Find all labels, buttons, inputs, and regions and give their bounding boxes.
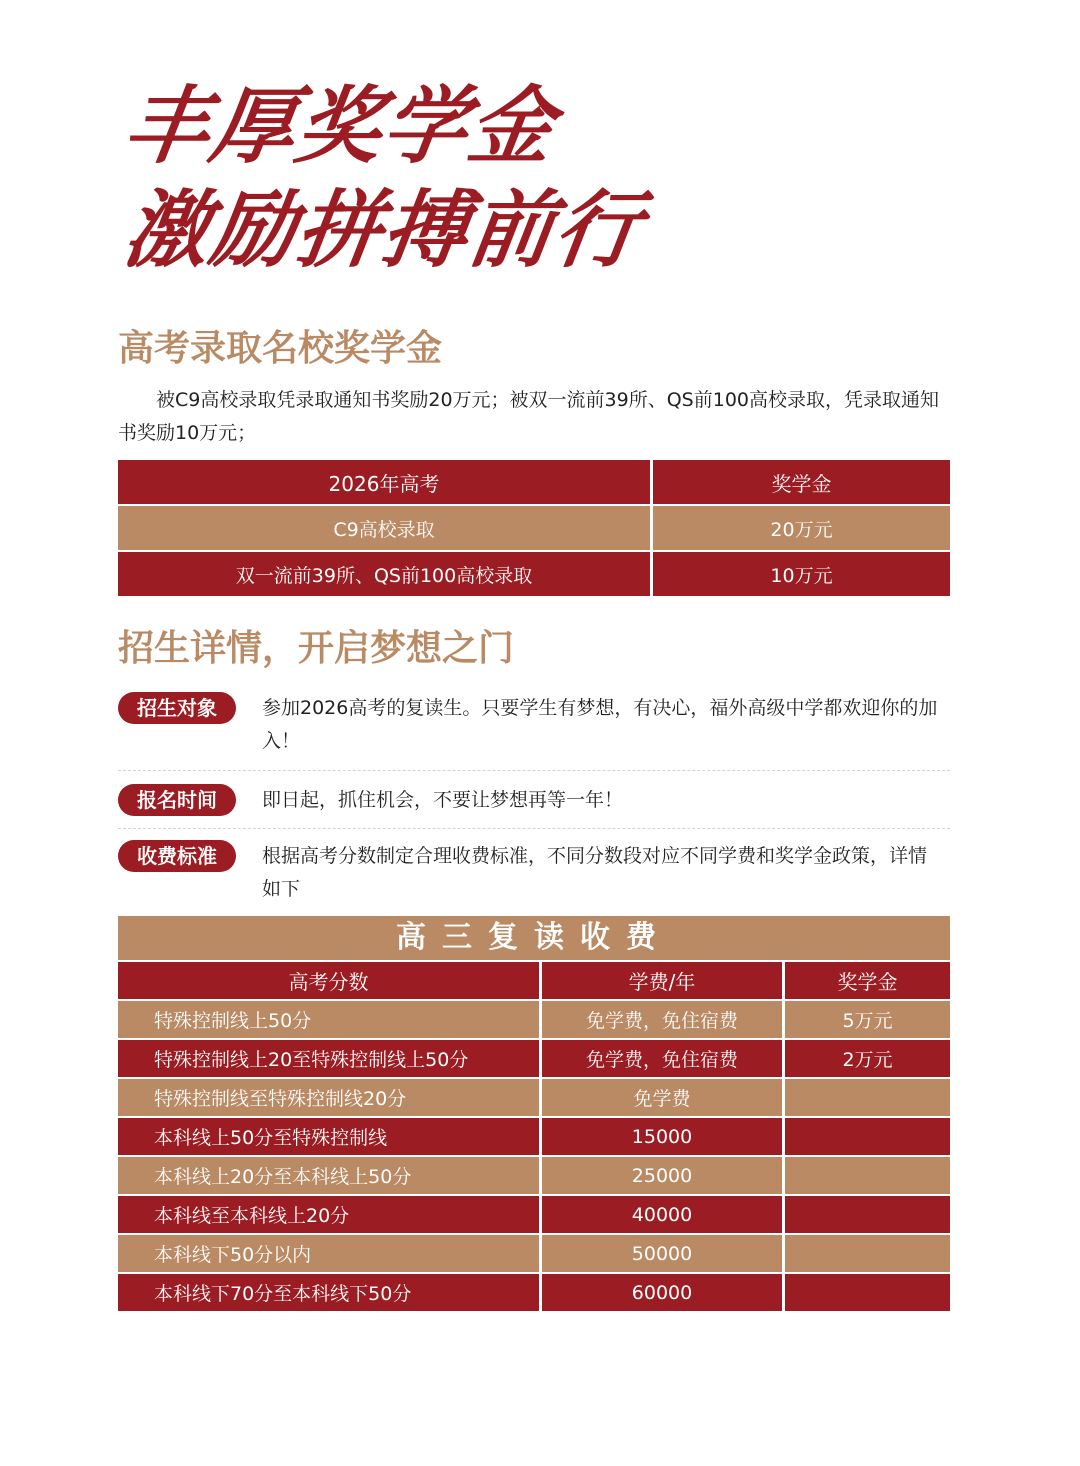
table-cell: 60000 bbox=[539, 1274, 782, 1313]
hero-title-line2: 激励拼搏前行 bbox=[118, 181, 648, 279]
info-text: 参加2026高考的复读生。只要学生有梦想，有决心，福外高级中学都欢迎你的加入！ bbox=[262, 697, 938, 752]
table-cell: 特殊控制线上50分 bbox=[118, 1001, 539, 1040]
divider bbox=[118, 828, 950, 829]
label-badge: 招生对象 bbox=[118, 692, 236, 724]
table-cell bbox=[782, 1235, 950, 1274]
table-cell bbox=[782, 1079, 950, 1118]
table-row bbox=[118, 1118, 950, 1157]
table-cell: C9高校录取 bbox=[118, 506, 650, 552]
table-row bbox=[118, 506, 950, 552]
table-cell: 10万元 bbox=[650, 552, 950, 598]
table-cell: 20万元 bbox=[650, 506, 950, 552]
table-cell: 本科线下50分以内 bbox=[118, 1235, 539, 1274]
fee-table bbox=[118, 962, 950, 1313]
table-row bbox=[118, 1001, 950, 1040]
fee-table-header bbox=[118, 962, 950, 1001]
table-header-cell: 学费/年 bbox=[539, 962, 782, 1001]
info-text: 即日起，抓住机会，不要让梦想再等一年！ bbox=[262, 789, 624, 811]
table-row bbox=[118, 1157, 950, 1196]
section-title-scholarship: 高考录取名校奖学金 bbox=[118, 328, 443, 369]
table-cell bbox=[782, 1157, 950, 1196]
hero-title-line1: 丰厚奖学金 bbox=[118, 77, 562, 175]
table-cell: 免学费，免住宿费 bbox=[539, 1001, 782, 1040]
table-cell: 本科线下70分至本科线下50分 bbox=[118, 1274, 539, 1313]
fee-table-title: 高三复读收费 bbox=[118, 916, 950, 960]
table-row bbox=[118, 1196, 950, 1235]
table-row bbox=[118, 1079, 950, 1118]
table-cell: 免学费 bbox=[539, 1079, 782, 1118]
table-cell: 25000 bbox=[539, 1157, 782, 1196]
scholarship-table-header bbox=[118, 460, 950, 506]
table-header-cell: 奖学金 bbox=[650, 460, 950, 506]
table-cell: 本科线上20分至本科线上50分 bbox=[118, 1157, 539, 1196]
table-cell: 特殊控制线上20至特殊控制线上50分 bbox=[118, 1040, 539, 1079]
table-cell: 40000 bbox=[539, 1196, 782, 1235]
info-text: 根据高考分数制定合理收费标准，不同分数段对应不同学费和奖学金政策，详情如下 bbox=[262, 845, 928, 900]
scholarship-table bbox=[118, 460, 950, 598]
table-cell: 15000 bbox=[539, 1118, 782, 1157]
divider bbox=[118, 770, 950, 771]
table-row bbox=[118, 552, 950, 598]
table-row bbox=[118, 1274, 950, 1313]
table-header-cell: 高考分数 bbox=[118, 962, 539, 1001]
table-cell: 50000 bbox=[539, 1235, 782, 1274]
label-badge: 报名时间 bbox=[118, 784, 236, 816]
label-badge: 收费标准 bbox=[118, 840, 236, 872]
table-row bbox=[118, 1235, 950, 1274]
table-cell bbox=[782, 1274, 950, 1313]
table-cell: 双一流前39所、QS前100高校录取 bbox=[118, 552, 650, 598]
table-header-cell: 奖学金 bbox=[782, 962, 950, 1001]
section-title-admission: 招生详情，开启梦想之门 bbox=[118, 628, 515, 669]
table-cell: 2万元 bbox=[782, 1040, 950, 1079]
table-cell bbox=[782, 1118, 950, 1157]
table-header-cell: 2026年高考 bbox=[118, 460, 650, 506]
scholarship-intro: 被C9高校录取凭录取通知书奖励20万元；被双一流前39所、QS前100高校录取，凭录取通知书奖励10万元； bbox=[118, 389, 939, 444]
table-row bbox=[118, 1040, 950, 1079]
table-cell: 5万元 bbox=[782, 1001, 950, 1040]
table-cell: 免学费，免住宿费 bbox=[539, 1040, 782, 1079]
table-cell bbox=[782, 1196, 950, 1235]
table-cell: 本科线至本科线上20分 bbox=[118, 1196, 539, 1235]
table-cell: 本科线上50分至特殊控制线 bbox=[118, 1118, 539, 1157]
table-cell: 特殊控制线至特殊控制线20分 bbox=[118, 1079, 539, 1118]
